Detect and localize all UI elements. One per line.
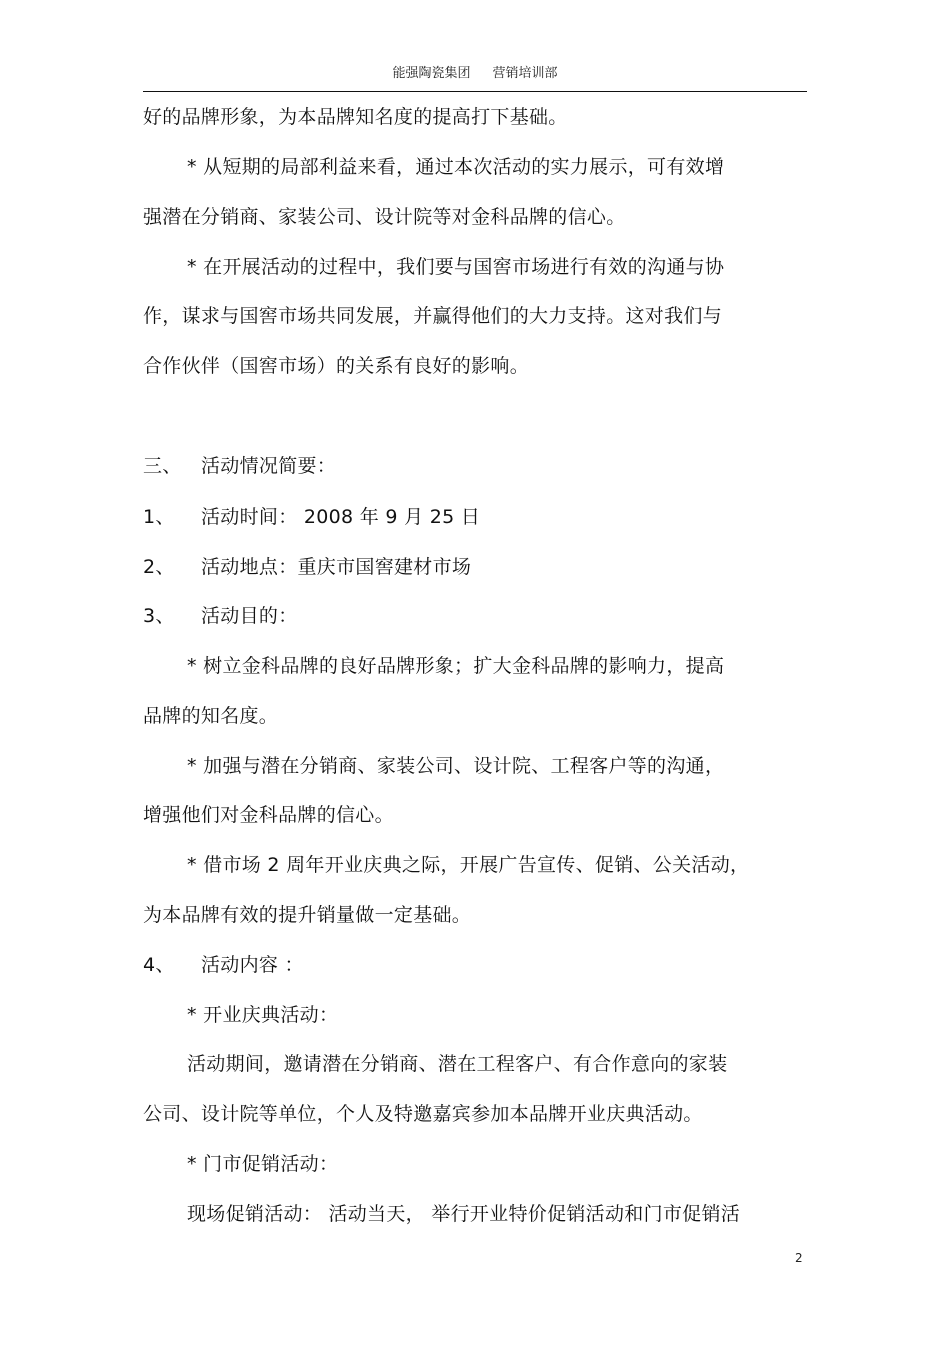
- header-company: 能强陶瓷集团: [392, 66, 471, 81]
- content-line: 活动期间，邀请潜在分销商、潜在工程客户、有合作意向的家装: [187, 1053, 728, 1075]
- item-text: 活动目的：: [201, 605, 298, 627]
- content-line: * 开业庆典活动：: [187, 1004, 339, 1026]
- list-item: [143, 951, 304, 979]
- body-line: 合作伙伴（国窖市场）的关系有良好的影响。: [143, 355, 530, 377]
- list-item: [143, 503, 480, 531]
- list-item: [143, 553, 471, 581]
- body-line: 强潜在分销商、家装公司、设计院等对金科品牌的信心。: [143, 206, 626, 228]
- body-line: 好的品牌形象，为本品牌知名度的提高打下基础。: [143, 106, 568, 128]
- content-line: 公司、设计院等单位，个人及特邀嘉宾参加本品牌开业庆典活动。: [143, 1103, 703, 1125]
- header-rule: [143, 91, 807, 92]
- item-text: 活动地点：重庆市国窖建材市场: [201, 556, 472, 578]
- section-title: 活动情况简要：: [201, 455, 337, 477]
- item-number: 4、: [143, 954, 175, 976]
- content-line: 现场促销活动： 活动当天， 举行开业特价促销活动和门市促销活: [187, 1203, 741, 1225]
- item-number: 1、: [143, 506, 175, 528]
- body-line: 作，谋求与国窖市场共同发展，并赢得他们的大力支持。这对我们与: [143, 305, 723, 327]
- content-line: * 门市促销活动：: [187, 1153, 339, 1175]
- purpose-line: * 加强与潜在分销商、家装公司、设计院、工程客户等的沟通，: [187, 755, 725, 777]
- item-text: 活动时间： 2008 年 9 月 25 日: [201, 506, 481, 528]
- header-department: 营销培训部: [492, 66, 558, 81]
- body-line: * 从短期的局部利益来看，通过本次活动的实力展示，可有效增: [187, 156, 725, 178]
- purpose-line: * 树立金科品牌的良好品牌形象；扩大金科品牌的影响力，提高: [187, 655, 725, 677]
- item-number: 3、: [143, 605, 175, 627]
- page-number: 2: [795, 1251, 803, 1265]
- page-header: [143, 66, 807, 90]
- list-item: [143, 602, 298, 630]
- purpose-line: 品牌的知名度。: [143, 705, 279, 727]
- item-text: 活动内容 ：: [201, 954, 304, 976]
- section-heading: [143, 452, 336, 480]
- body-line: * 在开展活动的过程中，我们要与国窖市场进行有效的沟通与协: [187, 256, 725, 278]
- item-number: 2、: [143, 556, 175, 578]
- purpose-line: 增强他们对金科品牌的信心。: [143, 804, 394, 826]
- purpose-line: 为本品牌有效的提升销量做一定基础。: [143, 904, 472, 926]
- purpose-line: * 借市场 2 周年开业庆典之际，开展广告宣传、促销、公关活动，: [187, 854, 750, 876]
- section-number: 三、: [143, 455, 182, 477]
